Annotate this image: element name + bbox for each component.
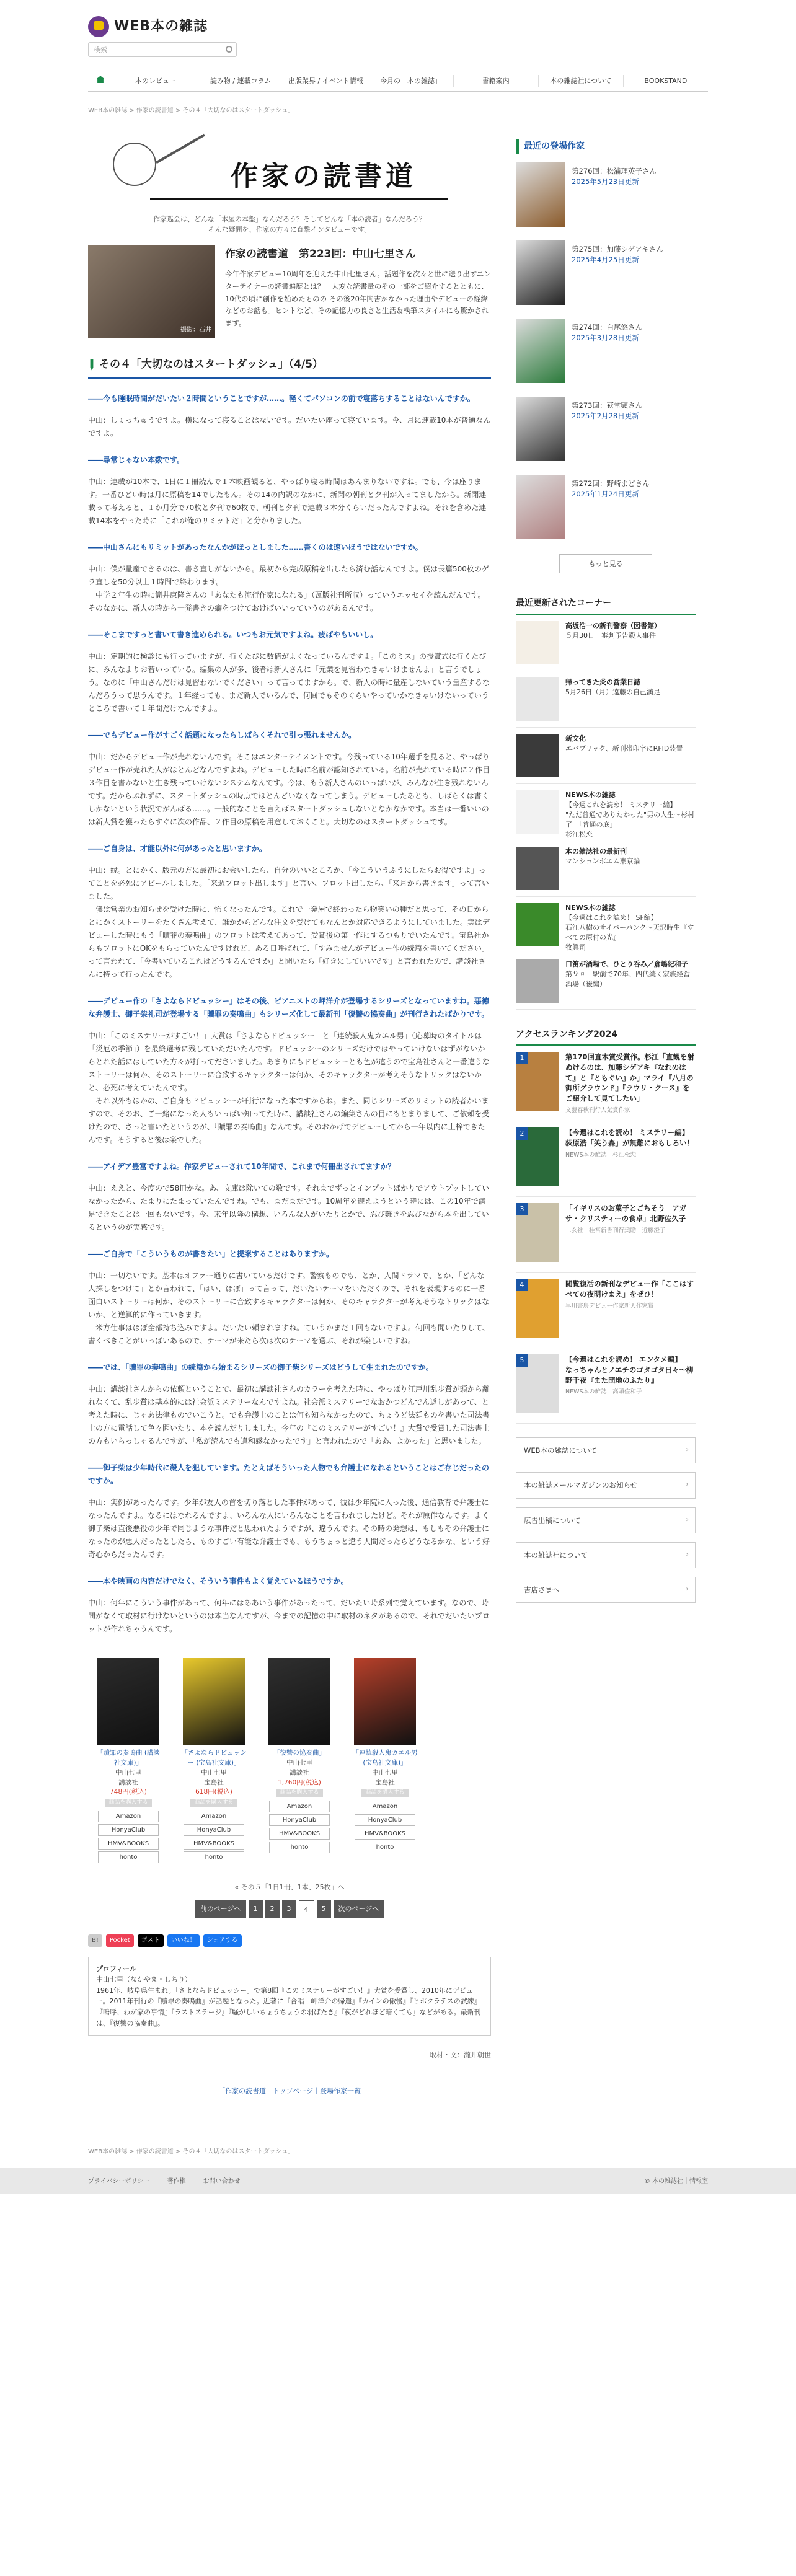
interview-question: ――本や映画の内容だけでなく、そういう事件もよく覚えているほうですか。 bbox=[88, 1577, 348, 1586]
corner-name[interactable]: 帰ってきた炎の営業日誌 bbox=[565, 677, 640, 686]
ranking-number: 4 bbox=[516, 1279, 528, 1290]
ranking-text bbox=[565, 1354, 696, 1417]
page-link[interactable]: 1 bbox=[249, 1900, 263, 1918]
pen-icon bbox=[88, 359, 95, 371]
corner-thumbnail bbox=[516, 621, 559, 664]
more-authors-button[interactable]: もっと見る bbox=[559, 554, 652, 573]
balloon-illustration-icon bbox=[113, 143, 156, 186]
ranking-title[interactable]: 【今週はこれを読め！ エンタメ編】 なっちゃんとノエチのゴタゴタ日々〜柳野千夜『また団地のふたり』 bbox=[565, 1355, 694, 1385]
book-author: 中山七里 bbox=[201, 1768, 227, 1776]
recent-author-item[interactable] bbox=[516, 162, 696, 232]
ranking-thumbnail bbox=[516, 1279, 559, 1338]
sidebar-link[interactable]: 本の雑誌メールマガジンのお知らせ › bbox=[516, 1472, 696, 1498]
corner-item[interactable] bbox=[516, 728, 696, 784]
pagination bbox=[88, 1900, 491, 1918]
next-page-button[interactable]: 次のページへ bbox=[334, 1900, 384, 1918]
corner-name[interactable]: 本の雑誌社の最新刊 bbox=[565, 847, 627, 855]
ranking-source: NEWS本の雑誌 高頭佐和子 bbox=[565, 1388, 642, 1396]
shop-link[interactable]: Amazon bbox=[355, 1801, 415, 1812]
book-price: 748円(税込) bbox=[110, 1788, 147, 1796]
author-name[interactable]: 第272回：野崎まどさん bbox=[572, 479, 650, 488]
corner-thumbnail bbox=[516, 903, 559, 946]
buy-button[interactable]: 商品を購入する bbox=[105, 1799, 151, 1807]
nav-item[interactable]: 出版業界 / イベント情報 bbox=[283, 75, 368, 87]
author-thumbnail bbox=[516, 240, 565, 305]
photo-credit: 撮影：石井 bbox=[180, 327, 211, 334]
author-name[interactable]: 第275回：加藤シゲアキさん bbox=[572, 245, 663, 254]
page-link[interactable]: 2 bbox=[265, 1900, 280, 1918]
author-thumbnail bbox=[516, 397, 565, 461]
interview-question: ――アイデア豊富ですよね。作家デビューされて10年間で、これまで何冊出されてますか？ bbox=[88, 1162, 396, 1171]
corner-item[interactable] bbox=[516, 897, 696, 953]
book-author: 中山七里 bbox=[372, 1768, 398, 1776]
recent-author-item[interactable] bbox=[516, 319, 696, 388]
interview-question: ――中山さんにもリミットがあったなんかがほっとしました……書くのは速いほうではないですか。 bbox=[88, 543, 423, 552]
ranking-source: 早川書房デビュー作家新人作家賞 bbox=[565, 1302, 654, 1310]
ranking-text bbox=[565, 1279, 696, 1341]
series-lead: 作家巡会は、どんな「本屋の本盤」なんだろう？そしてどんな「本の読者」なんだろう？ そんな疑問を、作家の方々に直撃インタビューです。 bbox=[153, 214, 426, 234]
ranking-heading: アクセスランキング2024 bbox=[516, 1027, 696, 1046]
interview-question: ――今も睡眠時間がだいたい２時間ということですが……。軽くてパソコンの前で寝落ちすることはないんですか。 bbox=[88, 394, 475, 404]
corner-thumbnail bbox=[516, 847, 559, 890]
recent-authors-heading: 最近の登場作家 bbox=[516, 139, 696, 154]
series-banner bbox=[88, 139, 491, 210]
interview-answer: 中山：実例があったんです。少年が友人の首を切り落とした事件があって、彼は少年院に入った後、通信教育で弁護士になったんですよ。なるにはなれるんですよ、いろんな人にいろんなことを言われましたけど。それが原作なんです。よく御子柴は直後悪役の少年で同じような事件だと思われたようですが、違うんです。その時の発想は、もしもその弁護士になったのが悪人だったとしたら、ものすごい有能な弁護士でも、もうちょっと違う人間だったらどうなるかな、という好奇心からだったんです。 bbox=[88, 1498, 490, 1559]
title-underline bbox=[150, 198, 448, 200]
footer bbox=[0, 2168, 796, 2194]
interview-answer: 中山：何年にこういう事件があって、何年にはああいう事件があったって、だいたい時系列で覚えています。なので、時間がなくて取材に行けないというのは本当なんですが、今までの記憶の中に取材のネタがあるので、それでだいたいプロットが作れちゃうんです。 bbox=[88, 1599, 490, 1634]
sidebar-link[interactable]: 書店さまへ › bbox=[516, 1577, 696, 1603]
shop-links bbox=[94, 1811, 162, 1863]
author-text bbox=[572, 397, 642, 466]
ranking-number: 3 bbox=[516, 1203, 528, 1215]
shop-link[interactable]: HonyaClub bbox=[98, 1824, 159, 1836]
corner-text bbox=[565, 621, 661, 664]
credit: 取材・文：瀧井朝世 bbox=[430, 2051, 491, 2060]
book-item bbox=[94, 1658, 162, 1864]
share-bar bbox=[88, 1934, 491, 1947]
updated-corners-list bbox=[516, 615, 696, 1010]
ranking-item[interactable] bbox=[516, 1046, 696, 1121]
footer-link[interactable]: 著作権 bbox=[167, 2177, 186, 2185]
book-price: 1,760円(税込) bbox=[278, 1778, 321, 1786]
book-item bbox=[265, 1658, 334, 1864]
hatena-button[interactable]: B! bbox=[88, 1934, 102, 1947]
ranking-thumbnail bbox=[516, 1127, 559, 1186]
author-thumbnail bbox=[516, 475, 565, 539]
book-item bbox=[351, 1658, 419, 1864]
interview-title: 作家の読書道 第223回：中山七里さん bbox=[225, 247, 416, 260]
book-publisher: 講談社 bbox=[118, 1778, 138, 1786]
series-title: 作家の読書道 bbox=[231, 160, 417, 192]
nav-item[interactable]: 読み物 / 連載コラム bbox=[198, 75, 283, 87]
nav-item[interactable]: BOOKSTAND bbox=[623, 75, 708, 87]
author-text bbox=[572, 319, 642, 388]
author-date: 2025年2月28日更新 bbox=[572, 411, 639, 420]
ranking-item[interactable] bbox=[516, 1121, 696, 1197]
interview-answer: 中山：定期的に検診にも行っていますが、行くたびに数値がよくなっているんですよ。「このミス」の授賞式に行くたびに、みんなよりお若いっている。編集の人が多、後者は新人さんに「元業を見習わなきゃいけませんよ」と言うでしょう。なのに「中山さんだけは見習わないでください」って言ってますから。で、新人の時に量産しないていう量産するなんだろうって思うんです。１年経っても、まだ新人でいるんで、何回でもそのぐらいやっていかなきゃいけないっていうところで書いて１年間だけなんですよ。 bbox=[88, 652, 490, 713]
corner-text bbox=[565, 790, 696, 839]
shop-links bbox=[265, 1801, 334, 1853]
book-title[interactable]: 「復讐の協奏曲」 bbox=[273, 1749, 325, 1757]
next-part-link[interactable]: « その５「1日1冊、1本、25枚」へ bbox=[234, 1882, 345, 1891]
updated-corners-heading: 最近更新されたコーナー bbox=[516, 596, 696, 615]
header bbox=[88, 0, 708, 48]
shop-link[interactable]: Amazon bbox=[184, 1811, 244, 1822]
interview-answer: 中山：縁。とにかく、版元の方に最初にお会いしたら、自分のいいところか、「今こういうふうにしたらお得ですよ」ってことを必死にアピールしました。「来週プロット出します」と言い、プロット出したら、「来月から書きます」って言いました。 僕は営業のお知らせを受けた時に、怖くなったんです。これで一発屋で終わったら物笑いの種だと思って、その日からとにかくストーリーをたくさん考えて、誰かからどんな注文を受けてもなんとか対応できるようにしていました。実はデビューした時にもう「贖罪の奏鳴曲」のプロットは考えてあって、受賞後の第一作にするつもりでいたんです。宝島社からもプロットにOKをもらっていたんですけれど、ある日呼ばれて、「すみませんがデビュー作の続篇を書いてください」って言われて、「今書いているこれはどうするんですか」と聞いたら「好きにしていいです」と言われたので、講談社さんに持って行ったんです。 bbox=[88, 866, 490, 979]
interview-answer: 中山：講談社さんからの依頼ということで、最初に講談社さんのカラーを考えた時に、やっぱり江戸川乱歩賞が頭から離れなくて、乱歩賞は基本的には社会派ミステリーなんですよね。社会派ミステリーでなおかつどんでん返しがあって、と考えた時に、じゃあ法律ものでいこうと。でも弁護士のことは何も知らなかったので、ちょうど法廷ものを書いた司法書士の方に電話して色々聞いたり、本を読んだりしました。今年の『このミステリーがすごい！』大賞で受賞した司法書士の方もいらっしゃるんですが、「私が読んでも違和感なかったです」と言われたので「ああ、よかった」と思いました。 bbox=[88, 1385, 490, 1446]
footer-link[interactable]: プライバシーポリシー bbox=[88, 2177, 150, 2185]
site-name: WEB本の雑誌 bbox=[114, 19, 208, 34]
corner-desc: 5月26日（月）遠藤の自己満足 bbox=[565, 687, 660, 696]
shop-link[interactable]: Amazon bbox=[98, 1811, 159, 1822]
corner-text bbox=[565, 847, 640, 890]
interview-question: ――ご自身で「こういうものが書きたい」と提案することはありますか。 bbox=[88, 1250, 334, 1259]
footer-link[interactable]: お問い合わせ bbox=[203, 2177, 241, 2185]
corner-text bbox=[565, 959, 696, 1003]
global-nav bbox=[88, 71, 708, 92]
ranking-list bbox=[516, 1046, 696, 1424]
facebook-like-button[interactable]: いいね！ bbox=[167, 1934, 200, 1947]
shop-link[interactable]: honto bbox=[269, 1842, 330, 1853]
ranking-title[interactable]: 第170回直木賞受賞作。杉江「直観を射ぬけるのは、加藤シゲアキ『なれのはて』と『ともぐい』か」マライ『八月の御所グラウンド』『ラウリ・クース』をご紹介して見てしたい」 bbox=[565, 1052, 695, 1103]
shop-links bbox=[351, 1801, 419, 1853]
nav-item[interactable]: 書籍案内 bbox=[453, 75, 538, 87]
section-heading bbox=[88, 356, 491, 379]
corner-text bbox=[565, 677, 660, 721]
corner-name[interactable]: 口笛が酒場で、ひとり呑み／倉嶋紀和子 bbox=[565, 959, 688, 968]
corner-item[interactable] bbox=[516, 671, 696, 728]
author-name[interactable]: 第274回：白尾悠さん bbox=[572, 323, 642, 332]
book-cover[interactable] bbox=[183, 1658, 245, 1745]
author-text bbox=[572, 475, 649, 544]
author-photo bbox=[88, 245, 215, 338]
ranking-item[interactable] bbox=[516, 1197, 696, 1273]
search-input[interactable] bbox=[88, 42, 237, 57]
profile-heading: プロフィール bbox=[96, 1964, 136, 1973]
book-title[interactable]: 「連続殺人鬼カエル男 (宝島社文庫)」 bbox=[352, 1749, 418, 1767]
book-title[interactable]: 「贖罪の奏鳴曲 (講談社文庫)」 bbox=[97, 1749, 160, 1767]
shop-link[interactable]: honto bbox=[355, 1842, 415, 1853]
sidebar-link[interactable]: 広告出稿について › bbox=[516, 1507, 696, 1533]
author-name[interactable]: 第276回：松浦理英子さん bbox=[572, 167, 657, 175]
interview-answer: 中山：僕が量産できるのは、書き直しがないから。最初から完成原稿を出したら済む話なんですよ。僕は長篇500枚のゲラ直しを50分以上１時間で終わります。 中学２年生の時に筒井康隆さんの「あなたも流行作家になれる」（瓦版社刊所収）っていうエッセイを読んだんです。そのなかに、新人の時から一発書きの癖をつけておけばいいっていうのがあるんです。 bbox=[88, 565, 489, 613]
pen-illustration-icon bbox=[156, 133, 205, 163]
series-top-link[interactable] bbox=[88, 2085, 491, 2097]
interview-answer: 中山：一切ないです。基本はオファー通りに書いているだけです。警察ものでも、とか、人間ドラマで、とか、「どんな人探しをつけて」とか言われて、「はい、ほぼ」って言って、だいたいテーマをいただくので、それを表現するのに一番面白いストーリーは何か、そのストーリーに合致するキャラクターは何か、そのキャラクターが考えそうなトリックはないか、と逆算的に作っていきます。 米方仕事はほぼ全部持ち込みですよ。だいたい頼まれますね。ていうかまだ１回もないですよ。何回も聞いたりして、書くべきことがいっぱいあるので、テーマが来たら次は次のテーマを選ぶ、それが楽しいですね。 bbox=[88, 1271, 490, 1346]
ranking-item[interactable] bbox=[516, 1348, 696, 1424]
nav-home[interactable] bbox=[88, 75, 113, 87]
author-text bbox=[572, 240, 663, 310]
ranking-number: 1 bbox=[516, 1052, 528, 1064]
ranking-item[interactable] bbox=[516, 1273, 696, 1348]
shop-link[interactable]: HonyaClub bbox=[355, 1814, 415, 1826]
shop-links bbox=[180, 1811, 248, 1863]
interview-question: ――デビュー作の「さよならドビュッシー」はその後、ピアニストの岬洋介が登場するシリーズとなっていますね。悪徳な弁護士、御子柴礼司が登場する「贖罪の奏鳴曲」もシリーズ化して最新刊「復讐の協奏曲」が刊行されたばかりです。 bbox=[88, 997, 489, 1019]
book-item bbox=[180, 1658, 248, 1864]
author-thumbnail bbox=[516, 319, 565, 383]
search-icon[interactable] bbox=[226, 46, 232, 53]
facebook-share-button[interactable]: シェアする bbox=[203, 1934, 242, 1947]
pocket-button[interactable]: Pocket bbox=[106, 1934, 134, 1947]
ranking-title[interactable]: 「イギリスのお菓子とごちそう アガサ・クリスティーの食卓」北野佐久子 bbox=[565, 1204, 687, 1223]
interview-summary: 今年作家デビュー10周年を迎えた中山七里さん。話題作を次々と世に送り出すエンターテイナーの読書遍歴とは？ 大変な読書量のその一部をご紹介するとともに、10代の頃に創作を始めたものの その後20年間書かなかった理由やデビューの経緯などのお話も。ヒントなど、その記憶力の良さと生活＆執筆スタイルにも驚かされます。 bbox=[225, 270, 491, 327]
shop-link[interactable]: HonyaClub bbox=[184, 1824, 244, 1836]
recent-author-item[interactable] bbox=[516, 475, 696, 544]
ranking-number: 5 bbox=[516, 1354, 528, 1366]
book-cover[interactable] bbox=[268, 1658, 330, 1745]
recent-author-item[interactable] bbox=[516, 240, 696, 310]
sidebar-link[interactable]: 本の雑誌社について › bbox=[516, 1542, 696, 1568]
footer-breadcrumb: WEB本の雑誌 > 作家の読書道 > その４「大切なのはスタートダッシュ」 bbox=[88, 2148, 294, 2155]
corner-name[interactable]: 高坂浩一の新刊警察（図書館） bbox=[565, 621, 661, 630]
corner-item[interactable] bbox=[516, 784, 696, 840]
shop-link[interactable]: HMV&BOOKS bbox=[269, 1828, 330, 1840]
shop-link[interactable]: HMV&BOOKS bbox=[184, 1838, 244, 1850]
book-list bbox=[88, 1658, 491, 1864]
prev-page-button[interactable]: 前のページへ bbox=[195, 1900, 246, 1918]
corner-text bbox=[565, 734, 683, 777]
ranking-title[interactable]: 【今週はこれを読め！ ミステリー編】 荻原浩「笑う森」が無難におもしろい！ bbox=[565, 1128, 694, 1147]
main-column bbox=[88, 139, 491, 2097]
book-title[interactable]: 「さよならドビュッシー (宝島社文庫)」 bbox=[181, 1749, 247, 1767]
author-profile-box bbox=[88, 1957, 491, 2036]
author-date: 2025年3月28日更新 bbox=[572, 333, 639, 342]
series-top-link-text[interactable]: 「作家の読書道」トップページ｜登場作家一覧 bbox=[218, 2086, 361, 2095]
profile-name: 中山七里（なかやま・しちり） bbox=[96, 1975, 192, 1984]
copyright: © 本の雑誌社｜情報室 bbox=[643, 2177, 708, 2185]
author-thumbnail bbox=[516, 162, 565, 227]
nav-item[interactable]: 今月の「本の雑誌」 bbox=[368, 75, 453, 87]
corner-desc: エバブリック、新刊帯印字にRFID装置 bbox=[565, 744, 683, 752]
interview-answer: 中山：「このミステリーがすごい！」大賞は「さよならドビュッシー」と「連続殺人鬼カエル男」（応募時のタイトルは「災厄の季節」）を最終選考に残していただいたんです。ドビュッシーのシリーズだけではやっていけないはずがないからとれた話にはしていた方々が打ってださいました。あまりにもドビュッシーとも色が違うので宝島社さんと一番違うなストーリーは何か、そのストーリーに合致するキャラクターは何か、そのキャラクターが考えそうなトリックはないかと、必死に考えていたんです。 それ以外もほかの、ご自身もドビュッシーが刊行になった本ですからね。また、同じシリーズのリミットの読者かいますので、そのお、ご一緒になった人もいっぱい知ってた時に、講談社さんの編集さんの目にもとまりまして、ご依頼を受けたので、さっと書いたというのが、『贖罪の奏鳴曲』なんです。そのおかげでデビューしてから一年以内に上梓できたんです。そうすると後は楽でした。 bbox=[88, 1031, 490, 1145]
interview-intro bbox=[88, 245, 491, 338]
corner-desc: 第９回 駅前で70年、四代続く家族経営酒場（後編） bbox=[565, 969, 690, 988]
corner-thumbnail bbox=[516, 959, 559, 1003]
shop-link[interactable]: HMV&BOOKS bbox=[355, 1828, 415, 1840]
ranking-text bbox=[565, 1203, 696, 1266]
corner-item[interactable] bbox=[516, 840, 696, 897]
interview-answer: 中山：連載が10本で、1日に１冊読んで１本映画観ると、やっぱり寝る時間はあんまりないですね。でも、今は座ります。一番ひどい時は月に原稿を14でしたもん。その14の内訳のなかに、新聞の朝刊と夕刊が入ってましたから。新聞連載って考えると、１か月分で70枚と夕刊で60枚で、朝刊と夕刊で連載３本分くらいだったんですよね。それを含めた連載14本をやった時に「これが俺のリミットだ」と分かりました。 bbox=[88, 477, 487, 526]
shop-link[interactable]: Amazon bbox=[269, 1801, 330, 1812]
interview-question: ――では、「贖罪の奏鳴曲」の続篇から始まるシリーズの御子柴シリーズはどうして生まれたのですか。 bbox=[88, 1363, 433, 1372]
book-cover[interactable] bbox=[97, 1658, 159, 1745]
interview-answer: 中山：だからデビュー作が売れないんです。そこはエンターテイメントです。今残っている10年選手を見ると、やっぱりデビュー作が売れた人がほとんどなんですよね。デビューした時に名前が認知されている。名前が売れている時に２作目３作目を書かないと生き残っていけないシステムなんです。今は、もう新人さんのいっぱいが、みんなが生き残れないんです。だからぶれずに、スタートダッシュの時点でほとんどいなくなってしまう。デビューしたあとも、しばらくは書くしかないという状況でがんばる……。一般的なことを言えばスタートダッシュしないとなかなかです。本当は一番いいのは新人賞を獲ったらすぐに次の作品、２作目の原稿を用意しておくこと。大切なのはスタートダッシュです。 bbox=[88, 752, 490, 827]
corner-thumbnail bbox=[516, 734, 559, 777]
author-date: 2025年5月23日更新 bbox=[572, 177, 639, 186]
profile-text: 1961年、岐阜県生まれ。「さよならドビュッシー」で第8回『このミステリーがすごい！』大賞を受賞し、2010年にデビュー。2011年刊行の『贖罪の奏鳴曲』が話題となった。近著に『合唱 岬洋介の帰還』『カインの傲慢』『ヒポクラテスの試練』『嗚呼、わが家の事情』『ラストステージ』『騒がしいちょうちょうの羽ばたき』『夜がどれほど暗くても』などがある。最新刊は、『復讐の協奏曲』。 bbox=[96, 1986, 481, 2027]
section-title: その４「大切なのはスタートダッシュ」（4/5） bbox=[99, 358, 324, 371]
recent-authors-list bbox=[516, 162, 696, 544]
book-author: 中山七里 bbox=[286, 1759, 312, 1767]
shop-link[interactable]: honto bbox=[184, 1851, 244, 1863]
author-date: 2025年4月25日更新 bbox=[572, 255, 639, 264]
corner-name[interactable]: NEWS本の雑誌 bbox=[565, 903, 616, 912]
ranking-title[interactable]: 閲覧復活の新刊なデビュー作「ここはすべての夜明けまえ」をぜひ！ bbox=[565, 1279, 694, 1299]
ranking-number: 2 bbox=[516, 1127, 528, 1139]
qa-body bbox=[88, 392, 491, 1636]
corner-thumbnail bbox=[516, 790, 559, 834]
interview-question: ――ご自身は、才能以外に何があったと思いますか。 bbox=[88, 844, 267, 854]
author-text bbox=[572, 162, 657, 232]
shop-link[interactable]: HonyaClub bbox=[269, 1814, 330, 1826]
interview-answer: 中山：しょっちゅうですよ。横になって寝ることはないです。だいたい座って寝ています。今、月に連載10本が普通なんですよ。 bbox=[88, 416, 491, 438]
corner-item[interactable] bbox=[516, 953, 696, 1010]
corner-name[interactable]: NEWS本の雑誌 bbox=[565, 790, 616, 799]
sidebar bbox=[516, 139, 696, 2097]
shop-link[interactable]: HMV&BOOKS bbox=[98, 1838, 159, 1850]
logo-mark-icon bbox=[88, 16, 109, 37]
nav-item[interactable]: 本の雑誌社について bbox=[538, 75, 623, 87]
corner-desc: 【今週これを読め！ ミステリー編】 "ただ普通でありたかった"男の人生〜杉村了 「普通の底」 杉江松恋 bbox=[565, 800, 695, 839]
search-placeholder: 検索 bbox=[94, 46, 107, 54]
interview-question: ――でもデビュー作がすごく話題になったらしばらくそれで引っ張れませんか。 bbox=[88, 731, 356, 740]
buy-button[interactable]: 商品を購入する bbox=[361, 1789, 408, 1797]
home-icon bbox=[96, 76, 105, 83]
x-post-button[interactable]: ポスト bbox=[138, 1934, 164, 1947]
sidebar-links bbox=[516, 1437, 696, 1603]
ranking-thumbnail bbox=[516, 1203, 559, 1262]
ranking-source: 文藝春秋刊行人気賞作家 bbox=[565, 1106, 630, 1114]
corner-desc: マンションポエム東京論 bbox=[565, 857, 640, 865]
book-price: 618円(税込) bbox=[195, 1788, 232, 1796]
book-publisher: 宝島社 bbox=[375, 1778, 395, 1786]
author-name[interactable]: 第273回：荻堂顕さん bbox=[572, 401, 642, 410]
updated-date: 2020年11月24日更新 bbox=[425, 1937, 487, 1944]
interview-question: ――御子柴は少年時代に殺人を犯しています。たとえばそういった人物でも弁護士になれるということはご存じだったのですか。 bbox=[88, 1463, 490, 1486]
ranking-text bbox=[565, 1127, 694, 1190]
corner-desc: ５月30日 審判予告殺人事件 bbox=[565, 631, 656, 640]
book-publisher: 宝島社 bbox=[204, 1778, 224, 1786]
author-date: 2025年1月24日更新 bbox=[572, 489, 639, 498]
buy-button[interactable]: 商品を購入する bbox=[190, 1799, 237, 1807]
book-author: 中山七里 bbox=[115, 1768, 141, 1776]
corner-desc: 【今週はこれを読め！ SF編】 石江八樹のサイバーパンク〜天沢時生『すべての原付の光』 牧眞司 bbox=[565, 913, 694, 951]
ranking-text bbox=[565, 1052, 696, 1114]
page-link[interactable]: 5 bbox=[317, 1900, 331, 1918]
sidebar-link[interactable]: WEB本の雑誌について › bbox=[516, 1437, 696, 1463]
buy-button[interactable]: 商品を購入する bbox=[276, 1789, 322, 1797]
interview-answer: 中山：ええと、今度ので58冊かな。あ、文庫は除いての数です。それまでずっとインプットばかりでアウトプットしていなかったから、たまりにたまっていたんですね。でも、まだまだです。10周年を迎えようという時には、この10年で満足できたことは一回もないです。今、来年以降の構想、いろんな人がいたりとかで、忍び難きを忍びながら本を出しているというのが実感です。 bbox=[88, 1184, 490, 1232]
book-publisher: 講談社 bbox=[290, 1768, 309, 1776]
ranking-thumbnail bbox=[516, 1052, 559, 1111]
site-logo[interactable] bbox=[88, 15, 708, 39]
nav-item[interactable]: 本のレビュー bbox=[113, 75, 198, 87]
book-cover[interactable] bbox=[354, 1658, 416, 1745]
corner-text bbox=[565, 903, 696, 951]
breadcrumb: WEB本の雑誌 > 作家の読書道 > その４「大切なのはスタートダッシュ」 bbox=[88, 107, 294, 114]
interview-question: ――そこまですっと書いて書き進められる。いつもお元気ですよね。疲ぱやもいいし。 bbox=[88, 630, 378, 640]
page-link[interactable]: 3 bbox=[282, 1900, 296, 1918]
recent-author-item[interactable] bbox=[516, 397, 696, 466]
shop-link[interactable]: honto bbox=[98, 1851, 159, 1863]
ranking-source: 二玄社 桂宮新書刊行奨励 近藤澄子 bbox=[565, 1227, 666, 1234]
corner-thumbnail bbox=[516, 677, 559, 721]
corner-item[interactable] bbox=[516, 615, 696, 671]
interview-question: ――尋常じゃない本数です。 bbox=[88, 456, 185, 465]
corner-name[interactable]: 新文化 bbox=[565, 734, 586, 743]
page-link-current[interactable]: 4 bbox=[299, 1900, 314, 1918]
ranking-source: NEWS本の雑誌 杉江松恋 bbox=[565, 1151, 637, 1158]
ranking-thumbnail bbox=[516, 1354, 559, 1413]
